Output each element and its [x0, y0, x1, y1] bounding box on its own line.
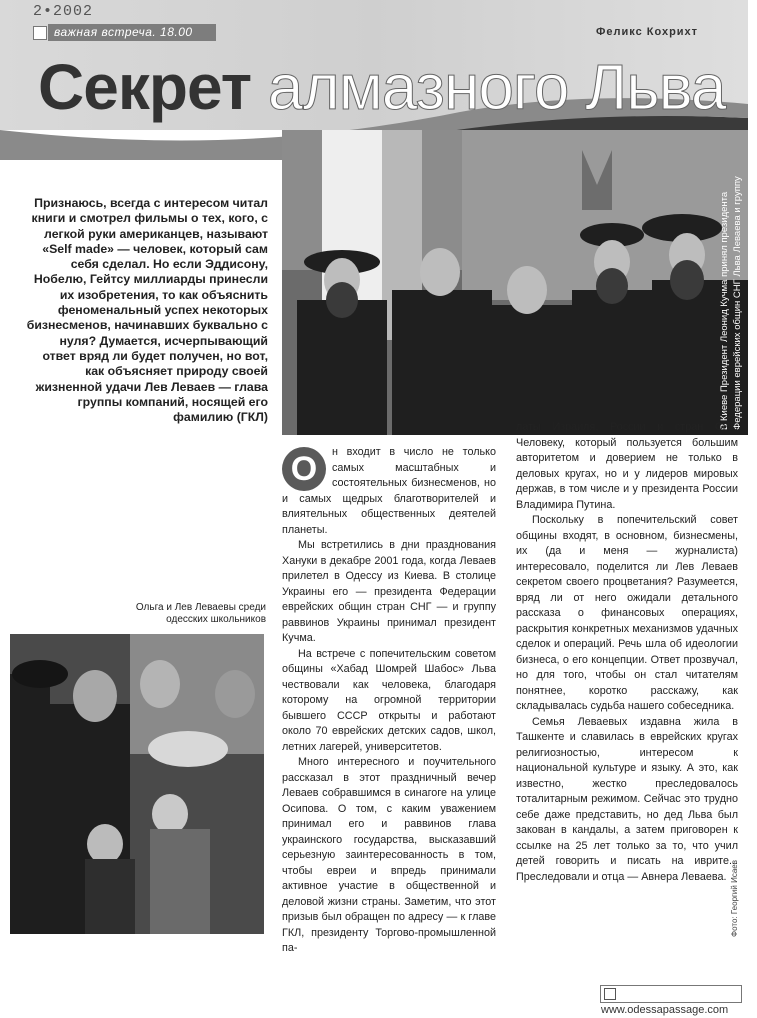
paragraph: латы Израиля, России и стран СНГ. Человеку, который пользуется большим авторитетом и доверием не только в деловых кругах, но и у лидеров мировых держав, в том числе и у президента России Владимира Путина.	[516, 421, 738, 511]
children-photo	[10, 634, 264, 934]
paragraph: Поскольку в попечительский совет общины входят, в основном, бизнесмены, их (да и меня — журналиста) интересовало, поделится ли Лев Леваев секретом своего процветания? Разумеется, вряд ли от него ожидали детального рассказа о финансовых операциях, раскрытия конкретных механизмов удачных сделок и операций. Речь шла об идеологии бизнеса, о его концепции. Ответ прозвучал, но для того, чтобы он стал читателям понятнее, коротко расскажу, как складывалась судьба нашего собеседника.	[516, 514, 738, 712]
paragraph: На встрече с попечительским советом общины «Хабад Шомрей Шабос» Льва чествовали как человека, благодаря которому на огромной территории бывшего СССР открыты и работают около 70 еврейских детских садов, школ, летних лагерей, университетов.	[282, 647, 496, 753]
children-photo-caption: Ольга и Лев Леваевы среди одесских школьников	[135, 602, 266, 625]
article-column-2	[516, 420, 738, 885]
paragraph: Семья Леваевых издавна жила в Ташкенте и славилась в еврейских кругах религиозностью, интересом к национальной культуре и языку. А это, как известно, жестко преследовалось тоталитарным режимом. Сейчас это трудно себе даже представить, но дед Льва был закован в кандалы, а затем приговорен к ссылке на 25 лет только за то, что учил детей говорить и писать на иврите... Преследовали и отца — Авнера Леваева.	[516, 715, 738, 883]
paragraph: н входит в число не только самых масштабных и состоятельных бизнесменов, но и самых щедрых благотворителей и влиятельных общественных деятелей планеты.	[282, 446, 496, 536]
article-intro: Признаюсь, всегда с интересом читал книги и смотрел фильмы о тех, кого, с легкой руки американцев, называют «Self made» — человек, который сам себя сделал. Но если Эддисону, Нобелю, Гейтсу миллиарды принесли их изобретения, то как объяснить феноменальный успех некоторых бизнесменов, начинавших буквально с нуля? Думается, исчерпывающий ответ вряд ли будет получен, но вот, как объясняет природу своей жизненной удачи Лев Леваев — глава группы компаний, носящей его фамилию (ГКЛ)	[26, 196, 268, 425]
group-photo	[282, 130, 756, 435]
issue-number: 2•2002	[33, 3, 94, 20]
photo-credit: Фото: Георгий Исаев	[730, 860, 739, 937]
rubric-label: важная встреча. 18.00	[54, 25, 193, 39]
rubric-checkbox-icon	[33, 26, 47, 40]
group-photo-caption: В Киеве Президент Леонид Кучма принял президента Федерации еврейских общин СНГ Льва Леваева и группу раввинов	[719, 176, 756, 430]
title-part-1: Секрет	[38, 51, 252, 123]
paragraph: Много интересного и поучительного рассказал в этот праздничный вечер Леваев собравшимся в синагоге на улице Осипова. О том, с каким уважением принимал его и раввинов глава украинского государства, высказавший серьезную заинтересованность в том, чтобы евреи и впредь принимали активное участие в общественной и деловой жизни страны. Заметим, что этот призыв был обращен по адресу — к главе ГКЛ, президенту Торгово-промышленной па-	[282, 756, 496, 954]
paragraph: Мы встретились в дни празднования Хануки в декабре 2001 года, когда Леваев прилетел в Одессу из Киева. В столице Украины его — президента Федерации еврейских общин стран СНГ — и группу раввинов Украины принимал президент Кучма.	[282, 539, 496, 644]
website-url[interactable]: www.odessapassage.com	[600, 985, 742, 1003]
author-name: Феликс Кохрихт	[596, 26, 699, 38]
dropcap: О	[282, 447, 326, 491]
article-column-1	[282, 445, 496, 957]
article-title	[38, 52, 725, 122]
title-part-2: алмазного Льва	[267, 51, 726, 123]
url-box-icon	[604, 988, 616, 1000]
